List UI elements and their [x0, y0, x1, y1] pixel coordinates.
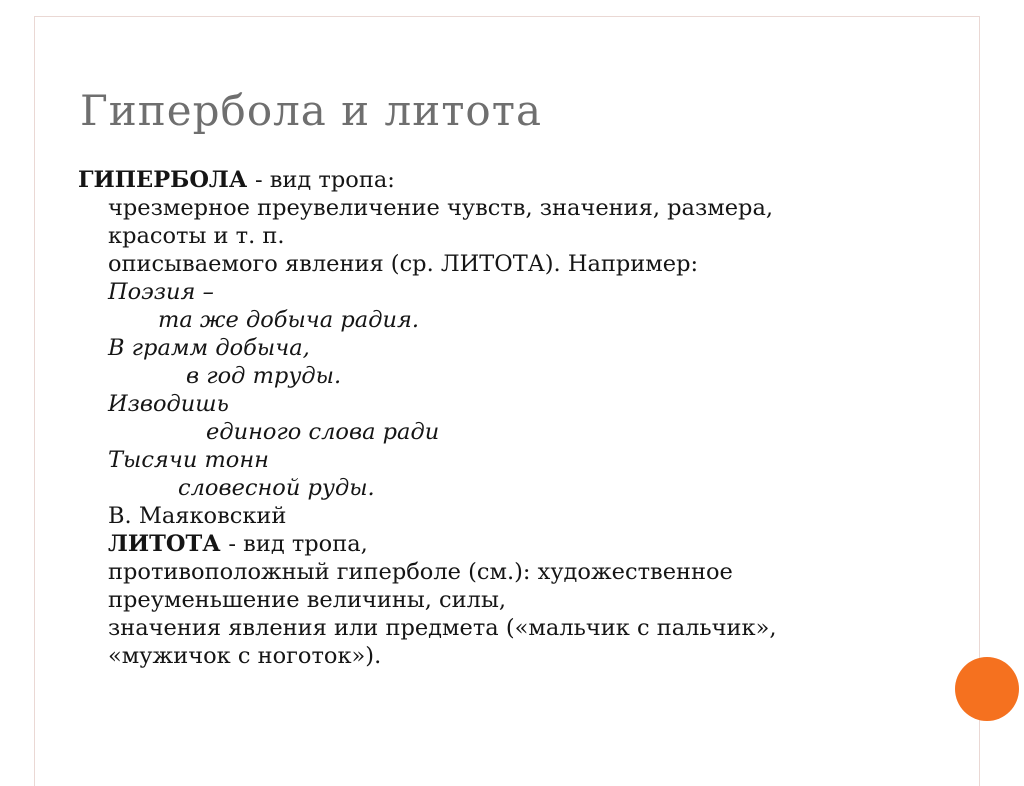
slide-body [78, 166, 958, 670]
poem-line: Тысячи тонн [108, 447, 269, 473]
poem-line: единого слова ради [206, 419, 440, 445]
poem-author: В. Маяковский [108, 503, 287, 529]
orange-circle-decoration [955, 657, 1019, 721]
poem-line: Изводишь [108, 391, 229, 417]
poem-line: словесной руды. [178, 475, 375, 501]
poem-line: В грамм добыча, [108, 335, 310, 361]
hyperbole-definition-line: описываемого явления (ср. ЛИТОТА). Например: [108, 251, 699, 277]
litotes-term-rest: - вид тропа, [228, 531, 368, 557]
poem-line: Поэзия – [108, 279, 214, 305]
poem-line: та же добыча радия. [158, 307, 419, 333]
hyperbole-heading-line [78, 166, 958, 194]
litotes-definition-line: значения явления или предмета («мальчик с пальчик», [108, 615, 777, 641]
poem-line: в год труды. [186, 363, 342, 389]
litotes-definition-line: «мужичок с ноготок»). [108, 643, 382, 669]
hyperbole-definition-line: чрезмерное преувеличение чувств, значения, размера, [108, 195, 774, 221]
litotes-term: ЛИТОТА [108, 531, 229, 557]
litotes-heading-line [78, 530, 958, 558]
litotes-definition-line: преуменьшение величины, силы, [108, 587, 507, 613]
hyperbole-definition-line: красоты и т. п. [108, 223, 285, 249]
slide-title: Гипербола и литота [80, 86, 542, 135]
hyperbole-term: ГИПЕРБОЛА [78, 167, 255, 193]
litotes-definition-line: противоположный гиперболе (см.): художественное [108, 559, 733, 585]
hyperbole-term-rest: - вид тропа: [255, 167, 395, 193]
